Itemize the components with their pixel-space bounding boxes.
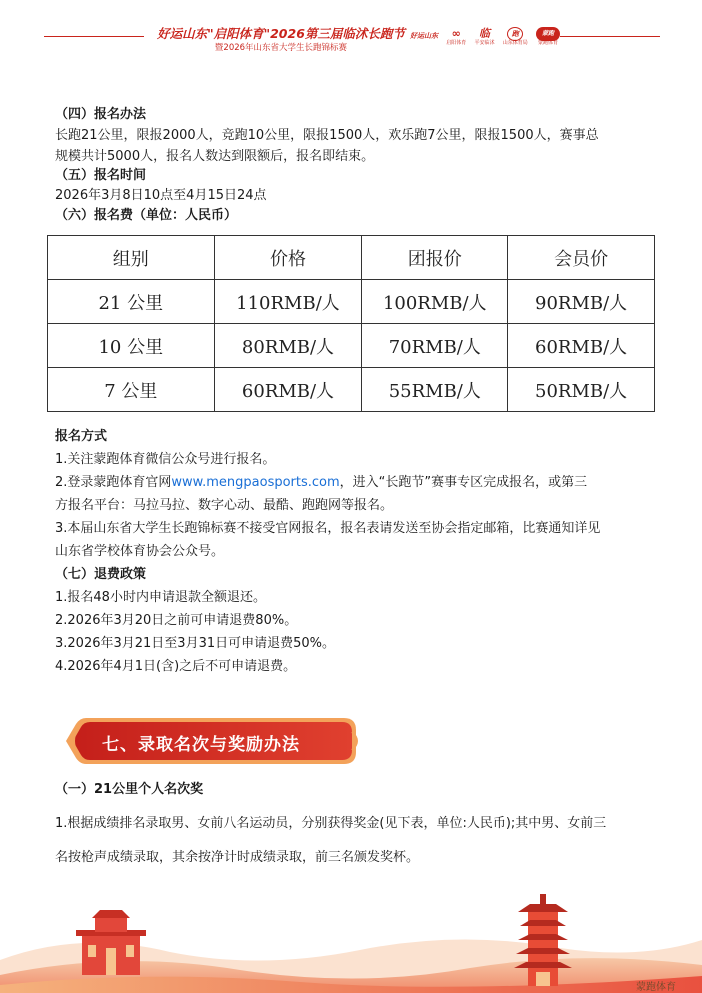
section-banner [64,712,366,770]
table-cell: 80RMB/人 [214,324,362,368]
logo-sports-bureau: 跑 山东体育局 [503,27,528,46]
awards-line1: 1.根据成绩排名录取男、女前八名运动员，分别获得奖金(见下表，单位:人民币);其中男、女前三 [55,816,607,831]
table-cell: 60RMB/人 [214,368,362,412]
table-cell: 50RMB/人 [508,368,655,412]
table-cell: 110RMB/人 [214,280,362,324]
header-subtitle: 暨2026年山东省大学生长跑锦标赛 [214,43,348,53]
sponsor-logos [410,24,560,48]
header-rule-right [560,36,660,37]
section4-heading: （四）报名办法 [55,107,147,122]
table-header-row [48,236,655,280]
section5-body: 2026年3月8日10点至4月15日24点 [55,188,267,203]
table-header-cell: 会员价 [508,236,655,280]
table-header-cell: 团报价 [362,236,508,280]
table-cell: 10 公里 [48,324,215,368]
registration-item-2-suffix: ，进入“长跑节”赛事专区完成报名，或第三 [339,475,588,490]
registration-item-2-prefix: 2.登录蒙跑体育官网 [55,475,172,490]
section5-heading: （五）报名时间 [55,168,147,183]
footer-building-icon [76,910,146,975]
registration-item-1: 1.关注蒙跑体育微信公众号进行报名。 [55,452,276,467]
table-cell: 90RMB/人 [508,280,655,324]
header-title: 好运山东"启阳体育"2026第三届临沭长跑节 [157,26,405,41]
table-cell: 70RMB/人 [362,324,508,368]
awards-heading: （一）21公里个人名次奖 [55,782,204,797]
registration-item-3-line2: 山东省学校体育协会公众号。 [55,544,225,559]
registration-item-2 [55,474,587,492]
table-cell: 21 公里 [48,280,215,324]
footer-watermark: 蒙跑体育 [636,982,676,993]
footer-landscape-illustration [0,890,702,993]
table-cell: 60RMB/人 [508,324,655,368]
section6-heading: （六）报名费（单位：人民币） [55,208,238,223]
logo-haoyun-shandong: 好运山东 [410,32,438,40]
section4-body-line1: 长跑21公里，限报2000人，竞跑10公里，限报1500人，欢乐跑7公里，限报1500人，赛事总 [55,128,599,143]
refund-item: 2.2026年3月20日之前可申请退费80%。 [55,613,298,628]
section4-body-line2: 规模共计5000人，报名人数达到限额后，报名即结束。 [55,149,375,164]
refund-item: 4.2026年4月1日(含)之后不可申请退费。 [55,659,297,674]
table-cell: 100RMB/人 [362,280,508,324]
footer-decoration [0,890,702,993]
refund-item: 1.报名48小时内申请退款全额退还。 [55,590,266,605]
logo-qiyang: ∞ 启阳体育 [446,26,467,46]
awards-line2: 名按枪声成绩录取，其余按净计时成绩录取，前三名颁发奖杯。 [55,850,420,865]
page-header [0,0,702,60]
official-site-link[interactable]: www.mengpaosports.com [171,475,340,490]
refund-item: 3.2026年3月21日至3月31日可申请退费50%。 [55,636,336,651]
header-rule-left [44,36,144,37]
refund-heading: （七）退费政策 [55,567,147,582]
table-row [48,280,655,324]
table-row [48,368,655,412]
registration-heading: 报名方式 [55,429,108,444]
registration-item-3-line1: 3.本届山东省大学生长跑锦标赛不接受官网报名，报名表请发送至协会指定邮箱，比赛通知详见 [55,521,601,536]
table-header-cell: 价格 [214,236,362,280]
fee-table [47,235,655,412]
registration-item-2-line2: 方报名平台：马拉马拉、数字心动、最酷、跑跑网等报名。 [55,498,394,513]
table-cell: 7 公里 [48,368,215,412]
table-header-cell: 组别 [48,236,215,280]
table-cell: 55RMB/人 [362,368,508,412]
table-row [48,324,655,368]
banner-title: 七、录取名次与奖励办法 [102,735,300,755]
logo-linshu: 临 平安临沭 [474,26,495,46]
logo-mengpao: 蒙跑 蒙跑体育 [536,27,560,46]
